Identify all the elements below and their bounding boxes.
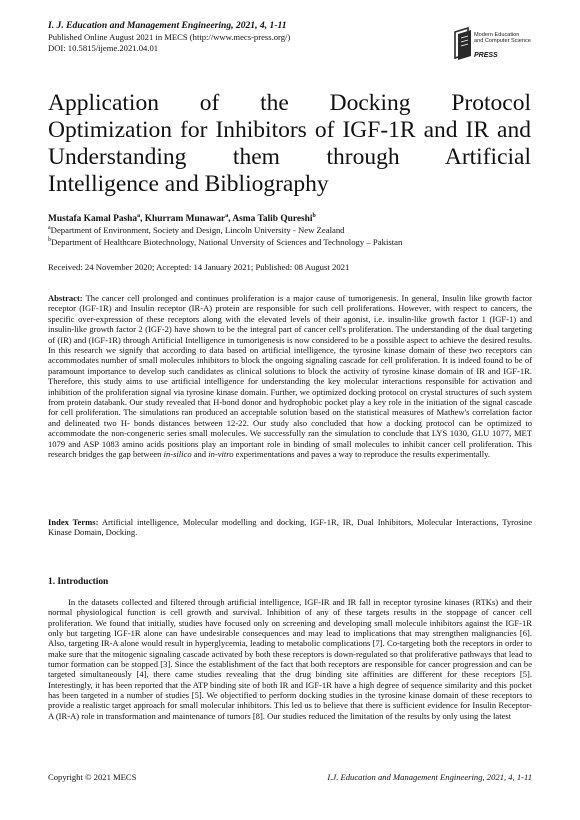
affiliation-mark: b bbox=[48, 237, 51, 243]
abstract-text: experimentations and paves a way to reproduce the results experimentally. bbox=[233, 449, 491, 460]
abstract-italic-term: in-silico bbox=[163, 449, 192, 460]
journal-name-line bbox=[48, 20, 448, 32]
abstract-italic-term: in-vitro bbox=[208, 449, 234, 460]
introduction-paragraph: In the datasets collected and filtered through artificial intelligence, IGF-IR and IR fall in receptor tyrosine kinases (RTKs) and their normal physiological function is cell growth and survival. Inhibition of any of these targets results in the stoppage of cancer cell proliferation. We found that initially, studies have focused only on screening and developing small molecule inhibitors against the IGF-1R only but targeting IGF-1R alone can have undesirable consequences and may lead to implications that may strengthen malignancies [6]. Also, targeting IR-A alone would result in hyperglycemia, leading to metabolic complications [7]. Co-targeting both the receptors in order to make sure that the mitogenic signaling cascade activated by both these receptors is down-regulated so that proliferative pathways that lead to tumor formation can be stopped [3]. Since the establishment of the fact that both receptors are responsible for cancer progression and can be targeted simultaneously [4], there came studies revealing that the drug binding site affinities are different for these receptors [5]. Interestingly, it has been reported that the ATP binding site of both IR and IGF-1R have a high degree of sequence similarity and this pocket has been targeted in a number of studies [5]. We objectified to perform docking studies in the tyrosine kinase domain of these receptors to provide a realistic target approach for small molecular inhibitors. This led us to believe that there is sufficient evidence for Insulin Receptor-A (IR-A) role in transformation and maintenance of tumors [8]. Our studies reduced the limitation of the results by only using the latest bbox=[48, 597, 532, 721]
paper-title bbox=[48, 90, 531, 198]
title-line-1: Application of the Docking Protocol bbox=[48, 90, 531, 116]
mecs-press-logo bbox=[452, 26, 536, 70]
published-online: Published Online August 2021 in MECS (http://www.mecs-press.org/) bbox=[48, 32, 291, 42]
title-line-3: Understanding them through Artificial bbox=[48, 144, 531, 170]
affiliation-mark: a bbox=[48, 225, 51, 231]
abstract-text: and bbox=[191, 449, 209, 460]
book-logo-icon bbox=[452, 26, 474, 62]
title-line-2: Optimization for Inhibitors of IGF-1R and IR and bbox=[48, 117, 531, 143]
index-terms bbox=[48, 517, 532, 538]
section-heading: 1. Introduction bbox=[48, 577, 109, 587]
logo-line-2: and Computer Science bbox=[474, 38, 531, 45]
author-affil-mark: a bbox=[225, 213, 229, 219]
journal-name: I. J. Education and Management Engineering, bbox=[48, 20, 234, 31]
affiliation-text: Department of Environment, Society and Design, Lincoln University - New Zealand bbox=[50, 224, 345, 235]
footer-copyright: Copyright © 2021 MECS bbox=[48, 772, 137, 782]
logo-line-1: Modern Education bbox=[474, 32, 520, 38]
abstract-text: The cancer cell prolonged and continues proliferation is a major cause of tumorigenesis. In general, Insulin like growth factor receptor (IGF-1R) and Insulin receptor (IR-A) protein are responsible for such cell proliferations. However, with respect to cancers, the specific over-expression of these receptors along with the elevated levels of their agonist, i.e. insulin-like growth factor 1 (IGF-1) and insulin-like growth factor 2 (IGF-2) have shown to be the integral part of cancer cell's proliferation. The understanding of the dual targeting of (IR) and (IGF-1R) through Artificial Intelligence in tumorigenesis is now considered to be a possible aspect to achieve the desired results. In this research we signify that according to data based on artificial intelligence, the tyrosine kinase domain of these two receptors can accommodates number of small molecules inhibitors to block the ongoing signaling cascade for cell proliferation. It is indeed found to be of paramount importance to develop such candidates as clinical solutions to block the activity of tyrosine kinase domain of IR and IGF-1R. Therefore, this study aims to use artificial intelligence for understanding the key molecular interactions responsible for activation and inhibition of the proliferation signal via tyrosine kinase domain. Further, we optimized docking protocol on crystal structures of such system from protein databank. Our study revealed that H-bond donor and hydrophobic pocket play a key role in the initiation of the signal cascade for cell proliferation. The simulations ran produced an acceptable solution based on the statistical measures of Mathew's correlation factor and delineated two H- bonds distances between 12-22. Our study also concluded that how a docking protocol can be optimized to accommodate the non-congeneric series small molecules. We successfully ran the simulation to conclude that LYS 1030, GLU 1077, MET 1079 and ASP 1083 amino acids positions play an important role in binding of small molecules to inhibit cancer cell proliferation. This research bridges the gap between bbox=[48, 293, 532, 460]
logo-text bbox=[474, 32, 536, 45]
author-separator: , bbox=[228, 214, 233, 225]
author-affil-mark: b bbox=[312, 213, 316, 219]
doi: DOI: 10.5815/ijeme.2021.04.01 bbox=[48, 42, 159, 53]
author-name: Asma Talib Qureshi bbox=[232, 214, 313, 225]
affiliation-b bbox=[48, 235, 538, 248]
author-name: Khurram Munawar bbox=[144, 214, 226, 225]
journal-header bbox=[48, 20, 448, 53]
affiliation-text: Department of Healthcare Biotechnology, National Unversity of Sciences and Technology – Pakistan bbox=[51, 236, 403, 247]
logo-press: PRESS bbox=[474, 52, 498, 59]
index-terms-text: Artificial intelligence, Molecular modelling and docking, IGF-1R, IR, Dual Inhibitors, Molecular Interactions, Tyrosine Kinase Domain, Docking. bbox=[48, 517, 532, 538]
abstract bbox=[48, 293, 532, 460]
author-name: Mustafa Kamal Pasha bbox=[48, 214, 138, 225]
affiliation-a bbox=[48, 223, 538, 236]
index-terms-label: Index Terms: bbox=[48, 517, 99, 527]
author-affil-mark: a bbox=[137, 213, 141, 219]
publication-dates: Received: 24 November 2020; Accepted: 14 January 2021; Published: 08 August 2021 bbox=[48, 262, 350, 272]
author-separator: , bbox=[140, 214, 145, 225]
footer-journal-ref: I.J. Education and Management Engineering, 2021, 4, 1-11 bbox=[327, 772, 532, 782]
title-line-4: Intelligence and Bibliography bbox=[48, 171, 329, 197]
abstract-label: Abstract: bbox=[48, 293, 83, 303]
journal-issue: 2021, 4, 1-11 bbox=[233, 20, 287, 31]
